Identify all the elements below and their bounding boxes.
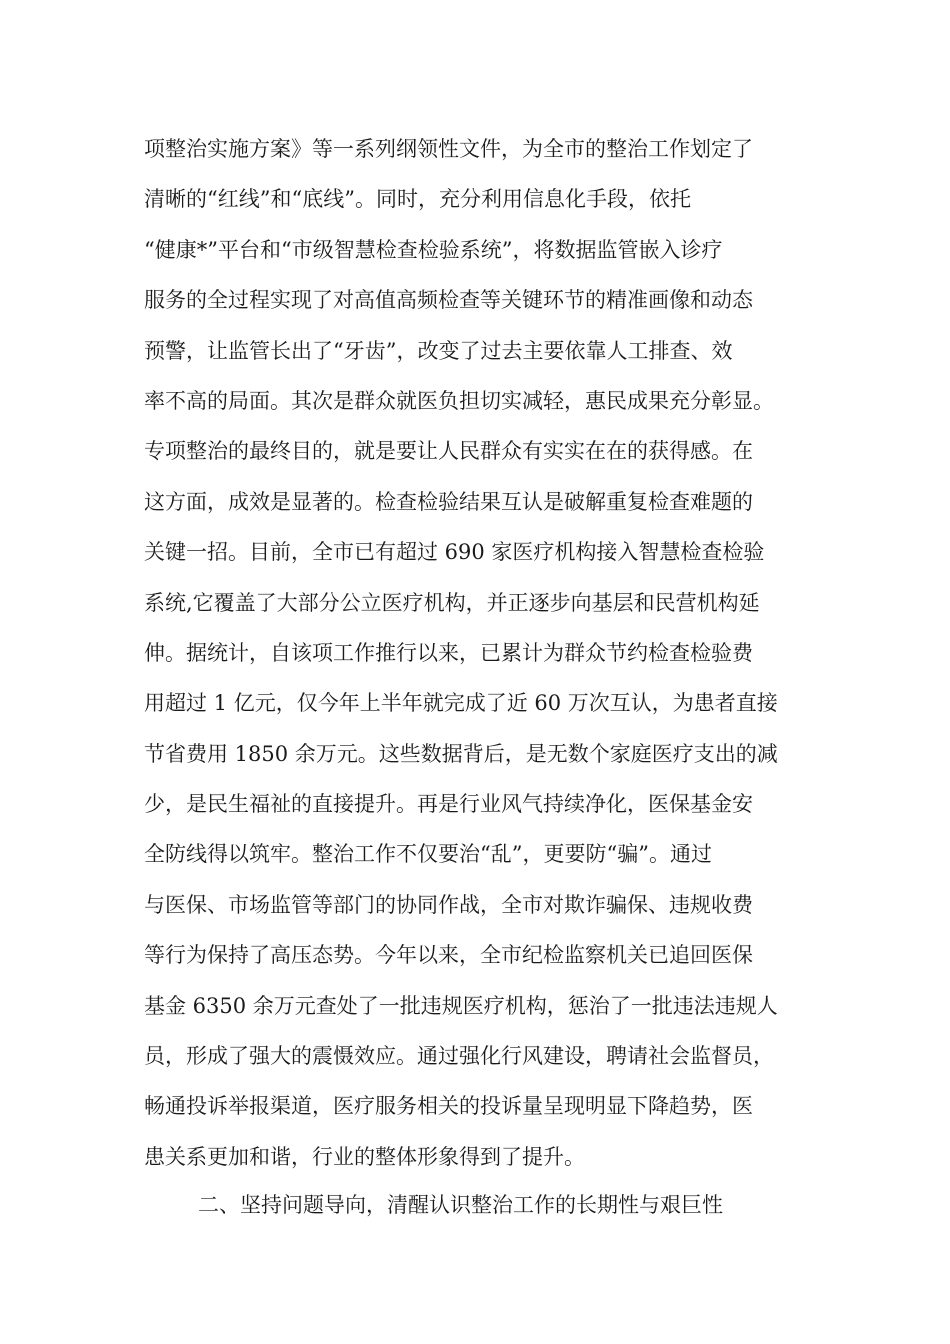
text-line: 关键一招。目前，全市已有超过 690 家医疗机构接入智慧检查检验 xyxy=(144,540,765,565)
text-line: 患关系更加和谐，行业的整体形象得到了提升。 xyxy=(144,1144,585,1169)
text-line: 服务的全过程实现了对高值高频检查等关键环节的精准画像和动态 xyxy=(144,288,753,313)
text-line: 项整治实施方案》等一系列纲领性文件，为全市的整治工作划定了 xyxy=(144,137,753,161)
section-heading: 二、坚持问题导向，清醒认识整治工作的长期性与艰巨性 xyxy=(198,1193,723,1217)
text-line: 少，是民生福祉的直接提升。再是行业风气持续净化，医保基金安 xyxy=(144,792,753,817)
text-line: 等行为保持了高压态势。今年以来，全市纪检监察机关已追回医保 xyxy=(144,943,753,968)
text-line: 率不高的局面。其次是群众就医负担切实减轻，惠民成果充分彰显。 xyxy=(144,388,774,413)
text-line: 员，形成了强大的震慑效应。通过强化行风建设，聘请社会监督员， xyxy=(144,1044,774,1069)
text-line: 专项整治的最终目的，就是要让人民群众有实实在在的获得感。在 xyxy=(144,439,753,464)
body-text xyxy=(144,124,814,1182)
text-line: 全防线得以筑牢。整治工作不仅要治“乱”，更要防“骗”。通过 xyxy=(144,842,712,867)
text-line: 用超过 1 亿元，仅今年上半年就完成了近 60 万次互认，为患者直接 xyxy=(144,691,778,716)
text-line: 与医保、市场监管等部门的协同作战，全市对欺诈骗保、违规收费 xyxy=(144,892,753,917)
text-line: 系统,它覆盖了大部分公立医疗机构，并正逐步向基层和民营机构延 xyxy=(144,590,760,615)
text-line: 基金 6350 余万元查处了一批违规医疗机构，惩治了一批违法违规人 xyxy=(144,993,778,1018)
text-line: 预警，让监管长出了“牙齿”，改变了过去主要依靠人工排查、效 xyxy=(144,338,733,363)
text-line: 畅通投诉举报渠道，医疗服务相关的投诉量呈现明显下降趋势，医 xyxy=(144,1094,753,1119)
text-line: “健康*”平台和“市级智慧检查检验系统”，将数据监管嵌入诊疗 xyxy=(144,237,723,262)
text-line: 这方面，成效是显著的。检查检验结果互认是破解重复检查难题的 xyxy=(144,489,753,514)
text-line: 清晰的“红线”和“底线”。同时，充分利用信息化手段，依托 xyxy=(144,187,691,212)
text-line: 节省费用 1850 余万元。这些数据背后，是无数个家庭医疗支出的减 xyxy=(144,741,778,766)
text-line: 伸。据统计，自该项工作推行以来，已累计为群众节约检查检验费 xyxy=(144,640,753,665)
